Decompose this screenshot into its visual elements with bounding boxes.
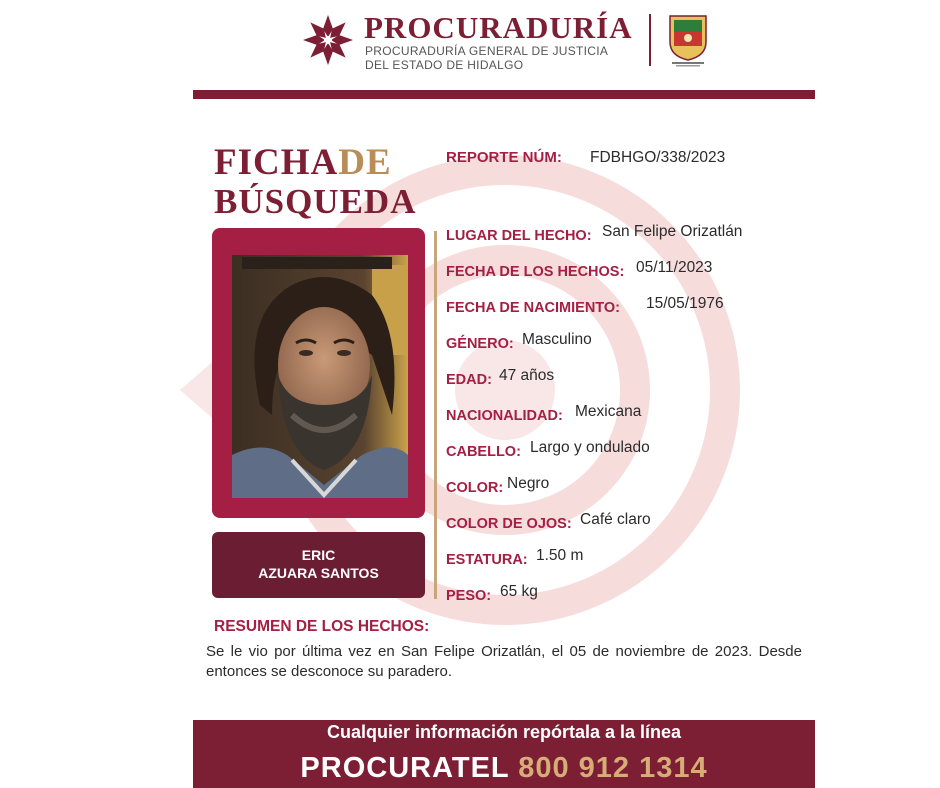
field-label-nacionalidad: NACIONALIDAD: <box>446 408 563 424</box>
field-value-fecha-nacimiento: 15/05/1976 <box>646 295 724 312</box>
person-first-name: ERIC <box>301 547 336 563</box>
report-label: REPORTE NÚM: <box>446 149 562 166</box>
person-photo <box>232 255 408 498</box>
field-label-fecha-nacimiento: FECHA DE NACIMIENTO: <box>446 300 620 316</box>
field-label-genero: GÉNERO: <box>446 336 514 352</box>
summary-title: RESUMEN DE LOS HECHOS: <box>214 618 430 635</box>
summary-text: Se le vio por última vez en San Felipe Orizatlán, el 05 de noviembre de 2023. Desde entonces se desconoce su paradero. <box>206 643 802 680</box>
field-label-color: COLOR: <box>446 480 504 496</box>
field-label-edad: EDAD: <box>446 372 492 388</box>
person-name-box <box>212 532 425 598</box>
field-value-lugar: San Felipe Orizatlán <box>602 223 743 240</box>
field-value-color: Negro <box>507 475 550 492</box>
header-bar <box>193 90 815 99</box>
star-flower-icon <box>302 14 354 66</box>
ficha-title-line2: BÚSQUEDA <box>214 182 417 221</box>
field-label-peso: PESO: <box>446 588 492 604</box>
field-label-cabello: CABELLO: <box>446 444 521 460</box>
ficha-title-de: DE <box>338 142 392 183</box>
header-divider <box>649 14 651 66</box>
brand-title: PROCURADURÍA <box>364 10 633 45</box>
field-value-color-ojos: Café claro <box>580 511 651 528</box>
field-value-estatura: 1.50 m <box>536 547 584 564</box>
field-label-color-ojos: COLOR DE OJOS: <box>446 516 572 532</box>
state-seal-icon <box>664 12 712 68</box>
field-value-peso: 65 kg <box>500 583 538 600</box>
field-value-cabello: Largo y ondulado <box>530 439 650 456</box>
brand-subtitle <box>365 44 608 72</box>
field-value-fecha-hechos: 05/11/2023 <box>636 259 713 276</box>
details-divider <box>434 231 437 599</box>
footer-hotline <box>193 752 815 785</box>
field-label-fecha-hechos: FECHA DE LOS HECHOS: <box>446 264 625 280</box>
field-value-nacionalidad: Mexicana <box>575 403 642 420</box>
report-number: FDBHGO/338/2023 <box>590 149 726 166</box>
hotline-name: PROCURATEL <box>300 752 510 784</box>
field-label-lugar: LUGAR DEL HECHO: <box>446 228 592 244</box>
field-label-estatura: ESTATURA: <box>446 552 528 568</box>
ficha-title-word: FICHA <box>214 142 339 183</box>
person-last-names: AZUARA SANTOS <box>258 565 379 581</box>
ficha-title-line1 <box>214 143 392 183</box>
brand-subtitle-line1: PROCURADURÍA GENERAL DE JUSTICIA <box>365 44 609 58</box>
hotline-number: 800 912 1314 <box>518 752 708 784</box>
field-value-edad: 47 años <box>499 367 555 384</box>
brand-subtitle-line2: DEL ESTADO DE HIDALGO <box>365 58 524 72</box>
field-value-genero: Masculino <box>522 331 592 348</box>
footer-message: Cualquier información repórtala a la línea <box>326 722 682 742</box>
